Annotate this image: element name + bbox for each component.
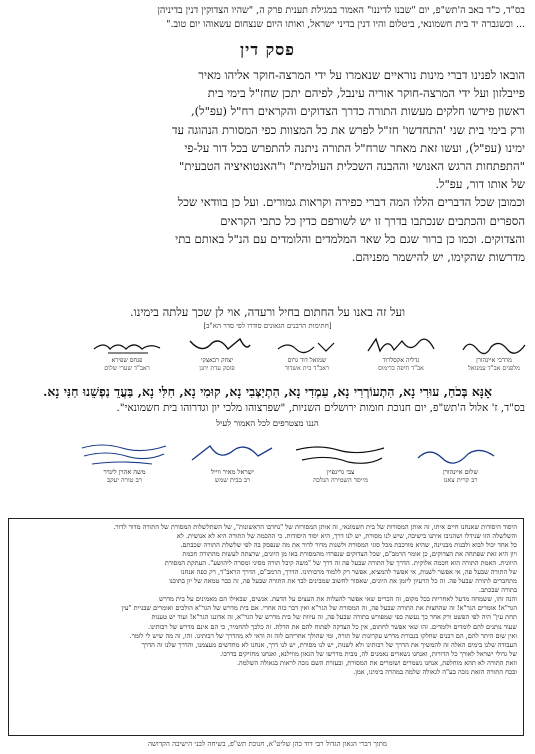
body-line: ימינו (עפ"ל), ועשו זאת מאחר שרח"ל התורה ניתנה להתפרש בכל דור על-פי (184, 140, 525, 155)
handwritten-signature-icon (180, 440, 285, 468)
quote-line: היוונית. האמת התורה הוא חכמה אלוקית. הדרך של התורה שבעל פה זה דרך של "משה קיבל תורה מסיני ומסרה ליהושע". העתקת המסורת (164, 559, 517, 568)
signer-name: מרדכי איינהורן (476, 357, 512, 364)
signature-block (455, 335, 533, 373)
handwritten-signature-icon (268, 335, 346, 357)
body-line: וכמובן שכל הדברים הללו המה דברי כפירה וקראות גמורים. ועל כן בוודאי שכל (177, 195, 525, 210)
top-note-line: בס"ד, כ"ד באב ה'תש"פ, יום "שבנו לדיננו" האמור במגילת תענית פרק ה, "שהיו הצדוקין דנין בדיניהן (157, 5, 525, 16)
signer-title: רב בבית שמש (214, 476, 251, 484)
handwritten-signature-icon (455, 335, 533, 357)
signer-title: רב טורה יעקב (107, 476, 142, 484)
top-note-line: ... וכשגברה יד בית חשמונאי, ביטלום והיו דנין בדיני ישראל, ואותו היום שנצחום עשאוהו יום טוב." (166, 19, 525, 30)
signer-name: שלום איינהורן (442, 468, 479, 476)
signer-title: מלפנים אב"ד עמנואל (467, 365, 521, 372)
ruling-body (10, 66, 525, 266)
signer-name: יצחק רבאצקי (200, 357, 234, 364)
quote-line: שעוד נותנים להם לומדים ולומדים. זהו שאי אפשר לחתום, אין כל הצדקה לפתוח להם את הדלת. זה כלכך להחמיר, כי הם אינם מדרש של רבותינו. (148, 622, 517, 631)
body-line: ראשון פירשו חלקים מעשות התורה כדרך הצדוקים והקראים רח"ל (עפ"ל), (190, 104, 525, 119)
signer-title: ראב"ד שערי שלום (104, 365, 150, 372)
quote-line: ויון היא זאת שפתחה את הצדוקים, כן אומר הרמב"ם, שכל הצדוקים שנפרדו מהמסורת באו מן היונים, שרצתה לעשות מהתורה חכמת (182, 550, 517, 559)
body-line: פייבלזון ועל ידי המרצה-חוקר אוריה עינבל, לפיהם יתכן שחז"ל בימי בית (207, 86, 525, 101)
quote-line: והנה זהו, ששמחה מדעל לאחריות בכל מקום, זה הכרים שאי אפשר להעלות את העצים על הדעת. אנשים, שבאילו הם מאמינים על בית מדרש (158, 595, 517, 604)
closing-line: ועל זה באנו על החתום בחיל ורעדה, אוי לן שכך עלתה בימינו. (129, 305, 406, 319)
signature-block (72, 440, 177, 484)
body-line: הובאו לפנינו דברי מינות נוראיים שנאמרו על ידי המרצה-חוקר אליהו מאיר (198, 68, 525, 82)
signer-title: ראב"ד בית אשדוד (284, 365, 330, 372)
quote-line: כל אחד יכול לבוא ולבנות מבניינה, שהיא מורכבת מכל סוגי המסורת ולשנות מדור לדור את מה שנפסק בה לפי שלשלת התורה שכבתם. (180, 541, 517, 550)
join-line: הננו מצטרפים לכל האמור לעיל (216, 419, 319, 429)
signer-name: ישראל מאיר ווייל (211, 468, 254, 476)
signature-block (268, 335, 346, 373)
handwritten-signature-icon (362, 335, 440, 357)
body-line: "התפתחות הרגש האנושי וההבנה השכלית העולמית" ו"האנטואיציה הטבעית" (179, 159, 525, 174)
quote-line: היסוד היסודות שאנחנו חיים איתו, זה אותן המסורות של בית חשמונאי, זה אותן המסורות של "נחרבו הראשונות", של השתלשלות המסורת של התורה מדור לדור. (113, 523, 517, 531)
quote-line: של התורה שבעל פה, אי אפשר לשנות, אי אפשר להמציא, אפשר רק ללמוד מרבותינו. הדרך, הרמב"ם, הדרך הראב"ד, רק כפה אנחנו (180, 568, 517, 577)
quote-line: ובכח התורה הזאת נזכה בע"ה לגאולה שלמה במהרה בימינו, אמן. (353, 667, 517, 676)
signature-block (408, 440, 513, 484)
quote-line: והשלשלה הזו שנידלו ושהניבו איתנו בישיבה, שיש לנו מסורת, יש לנו דרך, היא יסוד היסודות. כי ההכמה של התורה היא לא אנושית. לא (176, 532, 517, 541)
body-line: של אותו דור, עפ"ל. (435, 177, 525, 192)
document-heading: פסק דין (240, 40, 295, 59)
top-note (10, 4, 525, 32)
signer-name: שמואל דוד גרוס (287, 357, 327, 364)
quote-line: בתורה שבכתב. (478, 586, 517, 595)
quote-line: תחת עין" היה לפי הפשט ורק אחר כך נעשה כפי שמפורש בתורה שבעל פה, זה עיוות של בית מדרש של הגר"א, זה אדוננו הגר"א! ועוד יש טענות (151, 613, 517, 622)
signer-title: רב קרית צאנז (443, 476, 478, 484)
signer-name: צבי גרינפיין (326, 468, 355, 476)
signer-name: משה אהרן לינדר (103, 468, 146, 476)
signature-block (88, 335, 166, 373)
signer-name: פנחס שפירא (111, 357, 143, 364)
prayer-line: אָנָּא בְּכֹחַ, עוּרִי נָא, הִתְעוֹרְרִי נָא, עִמְדִי נָא, הִתְיַצְּבִי נָא, קוּמִי נָא, חִלִּי נָא, בַּעֲדֵ נַפְשֵׁנוּ חַנִּי נָא. (42, 384, 493, 399)
quote-line: וזאת התורה לא תהא מוחלפת, אנחנו נשמרים ושומרים את המסורת, ובעזרת השם נזכה לראות בגאולה השלמה. (236, 658, 517, 667)
quote-line: ואין שום היתר להם, הם רבנים שחלקו בגבורת מדרש עקרונות של תורה, ומי שהולך אחריהם לזה זה ודאי לא מהדרך של רבותינו. זהו, זה מה שיש לי לומר. (129, 631, 517, 640)
signer-name: גדליה אקסלרוד (382, 357, 420, 364)
quote-line: הגר"א! אומרים הגר"א! זה שהחצות את התורה שבעל פה, זה המסורת של הגר"א ואין דבר כזה אחרי. אם בית מדרש של הגר"א הולכים ואומרים שבניית "עין (121, 604, 517, 613)
signer-title: אב"ד חיפה בדימוס (378, 365, 424, 372)
handwritten-signature-icon (72, 440, 177, 468)
quote-box (8, 518, 524, 736)
signature-block (362, 335, 440, 373)
signatures-caption: [חתימות הרבנים הגאונים סודרו לפי סדר הא"ב] (203, 322, 332, 330)
body-line: ורק בימי בית שני 'התחדשו' חז"ל לפרש את כל המצוות כפי המסורת הנהוגה עד (171, 122, 525, 137)
handwritten-signature-icon (288, 440, 393, 468)
signer-title: מייסד השמירה הנלכה (313, 476, 368, 484)
quote-line: העבודה שלנו בימים האלה זה להמשיך את הדרך של רבותינו ולא לשנות, יש לנו מסורת, יש לנו דרך, אנחנו לא מחדשים מעצמנו, והדרך שלנו זה הדרך (141, 640, 517, 649)
signature-block (288, 440, 393, 484)
footer-source: מתוך דברי הגאון הגדול רבי דוד כהן שליט"א, חנוכת תש"פ, בשיחה לבני הישיבה הקדושה (147, 740, 388, 748)
quote-line: של גדולי ישראל לאורך כל הדורות, ואנחנו נשארים נאמנים לה, מבית מדרשו של הגאון מווילנא, ואנחנו מחזיקים בדרכו. (219, 649, 517, 658)
quote-line: מתחברים לתורה שבעל פה. זה כל הרעיון ליזמן את היונים, שאסור לחשוב שמבינים לבד את התורה שבעל פה, זה כבר טמאה של יון בתוכנו (169, 577, 517, 586)
signature-block (178, 335, 256, 373)
body-line: הספרים והכתבים שנכתבו בדרך זו יש לשורפם כדין כל כתבי הקראים (220, 213, 525, 228)
signer-title: פוסק עדת יתנן (199, 365, 235, 372)
handwritten-signature-icon (88, 335, 166, 357)
date-line: בס"ד, ז' אלול ה'תש"פ, יום חנוכת חומות ירושלים השניות, "שפרצוהו מלכי יון וגדרוהו בית חשמונאי". (116, 402, 525, 414)
signature-block (180, 440, 285, 484)
handwritten-signature-icon (178, 335, 256, 357)
body-line: מדרשות שהקימו, יש להישמר מפניהם. (351, 250, 525, 265)
body-line: והצדוקים. וכמו כן ברור שגם כל שאר המלמדים והלומדים עם הנ"ל באותם בתי (175, 231, 525, 246)
handwritten-signature-icon (408, 440, 513, 468)
